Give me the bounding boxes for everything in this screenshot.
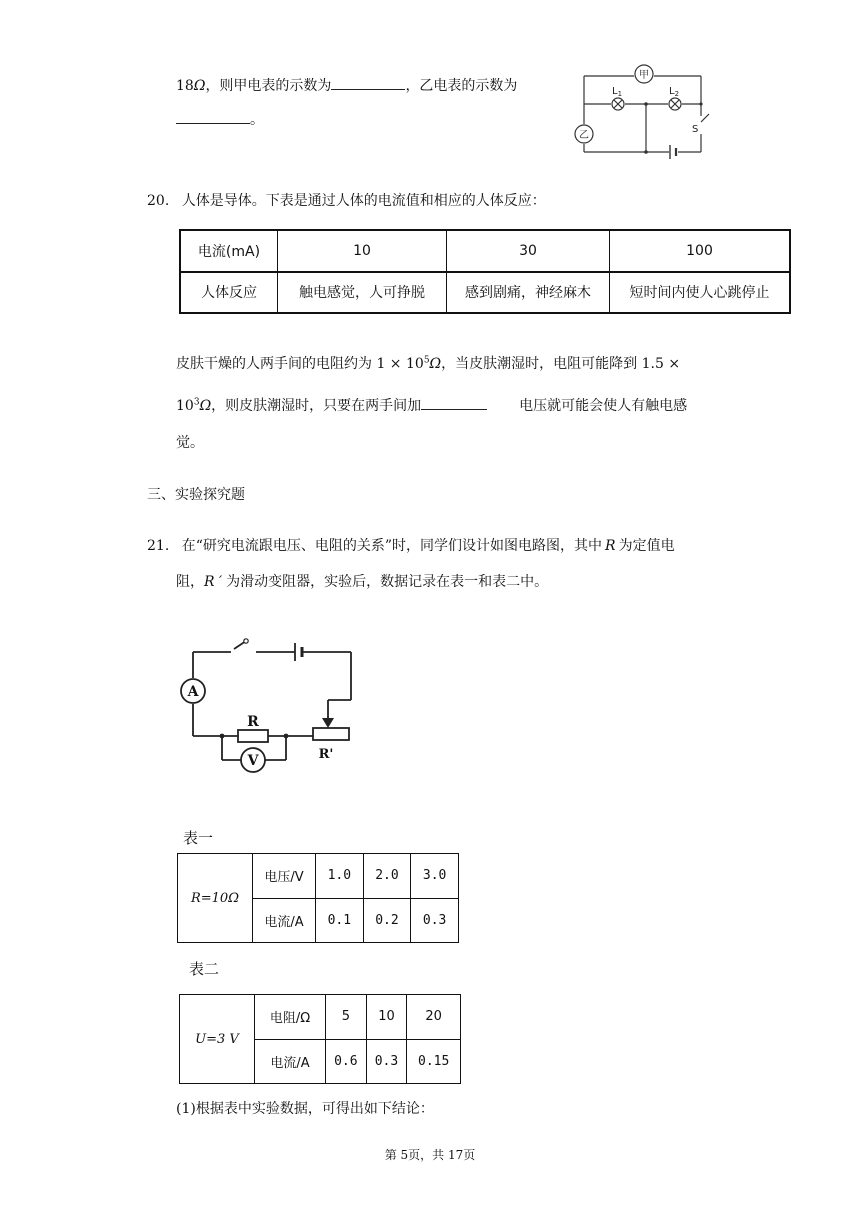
table2-caption: 表二 (189, 960, 220, 978)
q19-period: 。 (250, 112, 264, 128)
table-cell: 电流/A (253, 898, 316, 943)
data-table-2 (179, 994, 461, 1084)
table-cell: 感到剧痛，神经麻木 (447, 272, 610, 314)
q19-unit: Ω (193, 78, 206, 94)
table-cell: 0.3 (411, 898, 459, 943)
current-reaction-table (179, 229, 791, 314)
q21-circuit-diagram (176, 638, 366, 778)
q19-value: 18 (176, 78, 194, 94)
table-cell: 0.15 (407, 1039, 461, 1084)
q21-line-1: 21. 在“研究电流跟电压、电阻的关系”时，同学们设计如图电路图，其中 R 为定值电 (147, 538, 675, 554)
resistor-label: R (247, 714, 259, 730)
table-cell: 3.0 (411, 854, 459, 899)
table-cell: 0.1 (316, 898, 364, 943)
switch-label: S (692, 124, 699, 135)
table-cell: 2.0 (363, 854, 411, 899)
table-cell: 电压/V (253, 854, 316, 899)
table-cell: 触电感觉，人可挣脱 (278, 272, 447, 314)
answer-blank-jia[interactable] (331, 74, 405, 90)
q20-stem (147, 190, 546, 210)
q20-paragraph-line-3: 觉。 (176, 435, 204, 451)
q19-text-a: ，则甲电表的示数为 (205, 78, 332, 94)
meter-yi-label: 乙 (579, 130, 589, 141)
answer-blank-voltage[interactable] (421, 394, 487, 410)
table-row (180, 995, 461, 1040)
table1-caption: 表一 (183, 829, 214, 847)
q20-paragraph-line-2: $10^3\Omega$，则皮肤潮湿时，只要在两手间加 电压就可能会使人有触电感 (176, 394, 687, 415)
q21-sub-question-1: (1)根据表中实验数据，可得出如下结论： (176, 1101, 434, 1117)
voltmeter-label: V (247, 753, 259, 769)
table-row-header: R=10Ω (178, 854, 253, 943)
table-cell: 5 (326, 995, 367, 1040)
table-cell: 0.6 (326, 1039, 367, 1084)
meter-jia-label: 甲 (639, 70, 649, 81)
answer-blank-yi[interactable] (176, 108, 250, 124)
q20-number: 20. (147, 193, 170, 209)
lamp-l2-label: $L_2$ (669, 86, 680, 98)
table-row-header: U=3 V (180, 995, 255, 1084)
table-cell: 100 (610, 230, 791, 272)
table-cell: 1.0 (316, 854, 364, 899)
table-row (178, 854, 459, 899)
q19-circuit-diagram (574, 62, 714, 162)
page-footer: 第 5页，共 17页 (384, 1148, 476, 1162)
q19-line-1 (176, 74, 517, 95)
table-cell: 10 (366, 995, 407, 1040)
ammeter-label: A (187, 684, 199, 700)
lamp-l1-label: $L_1$ (612, 86, 623, 98)
table-cell: 0.2 (363, 898, 411, 943)
q21-line-2: 阻，R ′ 为滑动变阻器，实验后，数据记录在表一和表二中。 (176, 574, 549, 590)
table-cell: 人体反应 (180, 272, 278, 314)
q19-text-b: ，乙电表的示数为 (405, 78, 518, 94)
table-cell: 短时间内使人心跳停止 (610, 272, 791, 314)
table-cell: 20 (407, 995, 461, 1040)
section-title: 三、实验探究题 (147, 487, 245, 503)
table-row (180, 230, 790, 272)
q21-number: 21. (147, 538, 170, 554)
table-cell: 0.3 (366, 1039, 407, 1084)
table-cell: 10 (278, 230, 447, 272)
table-row (180, 272, 790, 314)
table-cell: 电阻/Ω (255, 995, 326, 1040)
rheostat-label: R' (318, 747, 334, 762)
table-cell: 30 (447, 230, 610, 272)
table-cell: 电流/A (255, 1039, 326, 1084)
table-cell: 电流(mA) (180, 230, 278, 272)
data-table-1 (177, 853, 459, 943)
q20-paragraph-line-1: 皮肤干燥的人两手间的电阻约为 $1 \times 10^5\Omega$，当皮肤潮湿时，电阻可能降到 1.5 × (176, 355, 681, 372)
q20-stem-text: 人体是导体。下表是通过人体的电流值和相应的人体反应： (181, 193, 546, 209)
q19-line-2 (176, 108, 264, 129)
